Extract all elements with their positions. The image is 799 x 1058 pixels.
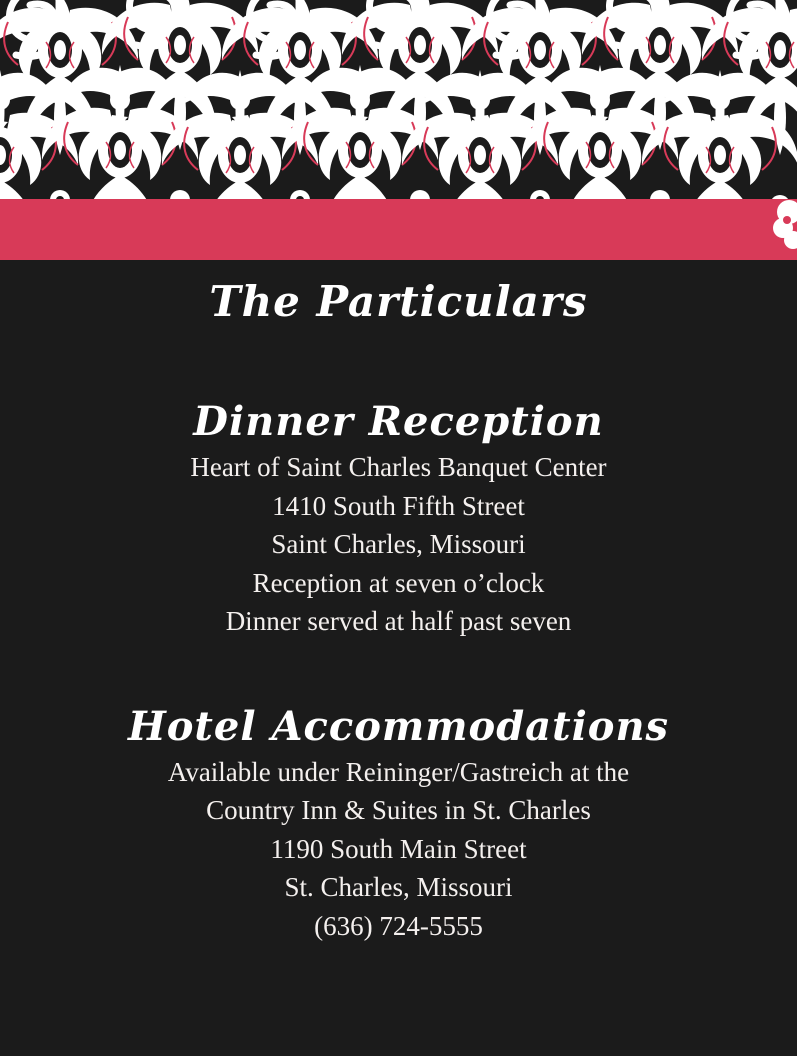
detail-line: Available under Reininger/Gastreich at the: [167, 756, 630, 787]
detail-line: Country Inn & Suites in St. Charles: [206, 795, 591, 825]
detail-line: Saint Charles, Missouri: [271, 529, 526, 559]
detail-line: Heart of Saint Charles Banquet Center: [190, 452, 607, 482]
detail-line: Reception at seven o’clock: [252, 567, 545, 598]
detail-line: St. Charles, Missouri: [284, 872, 513, 902]
band-flower-ornament: [765, 196, 799, 252]
particulars-content: [0, 260, 797, 945]
detail-line: 1190 South Main Street: [270, 833, 527, 864]
dinner-reception-details: [0, 448, 797, 641]
accent-band: [0, 199, 797, 260]
detail-line: 1410 South Fifth Street: [272, 490, 525, 521]
phone-number: (636) 724-5555: [314, 910, 483, 941]
dinner-reception-section: [0, 396, 797, 641]
section-heading: Hotel Accommodations: [127, 702, 670, 750]
detail-line: Dinner served at half past seven: [225, 606, 572, 636]
hotel-accommodations-details: [0, 753, 797, 946]
hotel-accommodations-section: [0, 701, 797, 946]
section-heading: Dinner Reception: [193, 398, 604, 445]
damask-pattern-banner: [0, 0, 797, 200]
card-title: The Particulars: [209, 277, 588, 326]
